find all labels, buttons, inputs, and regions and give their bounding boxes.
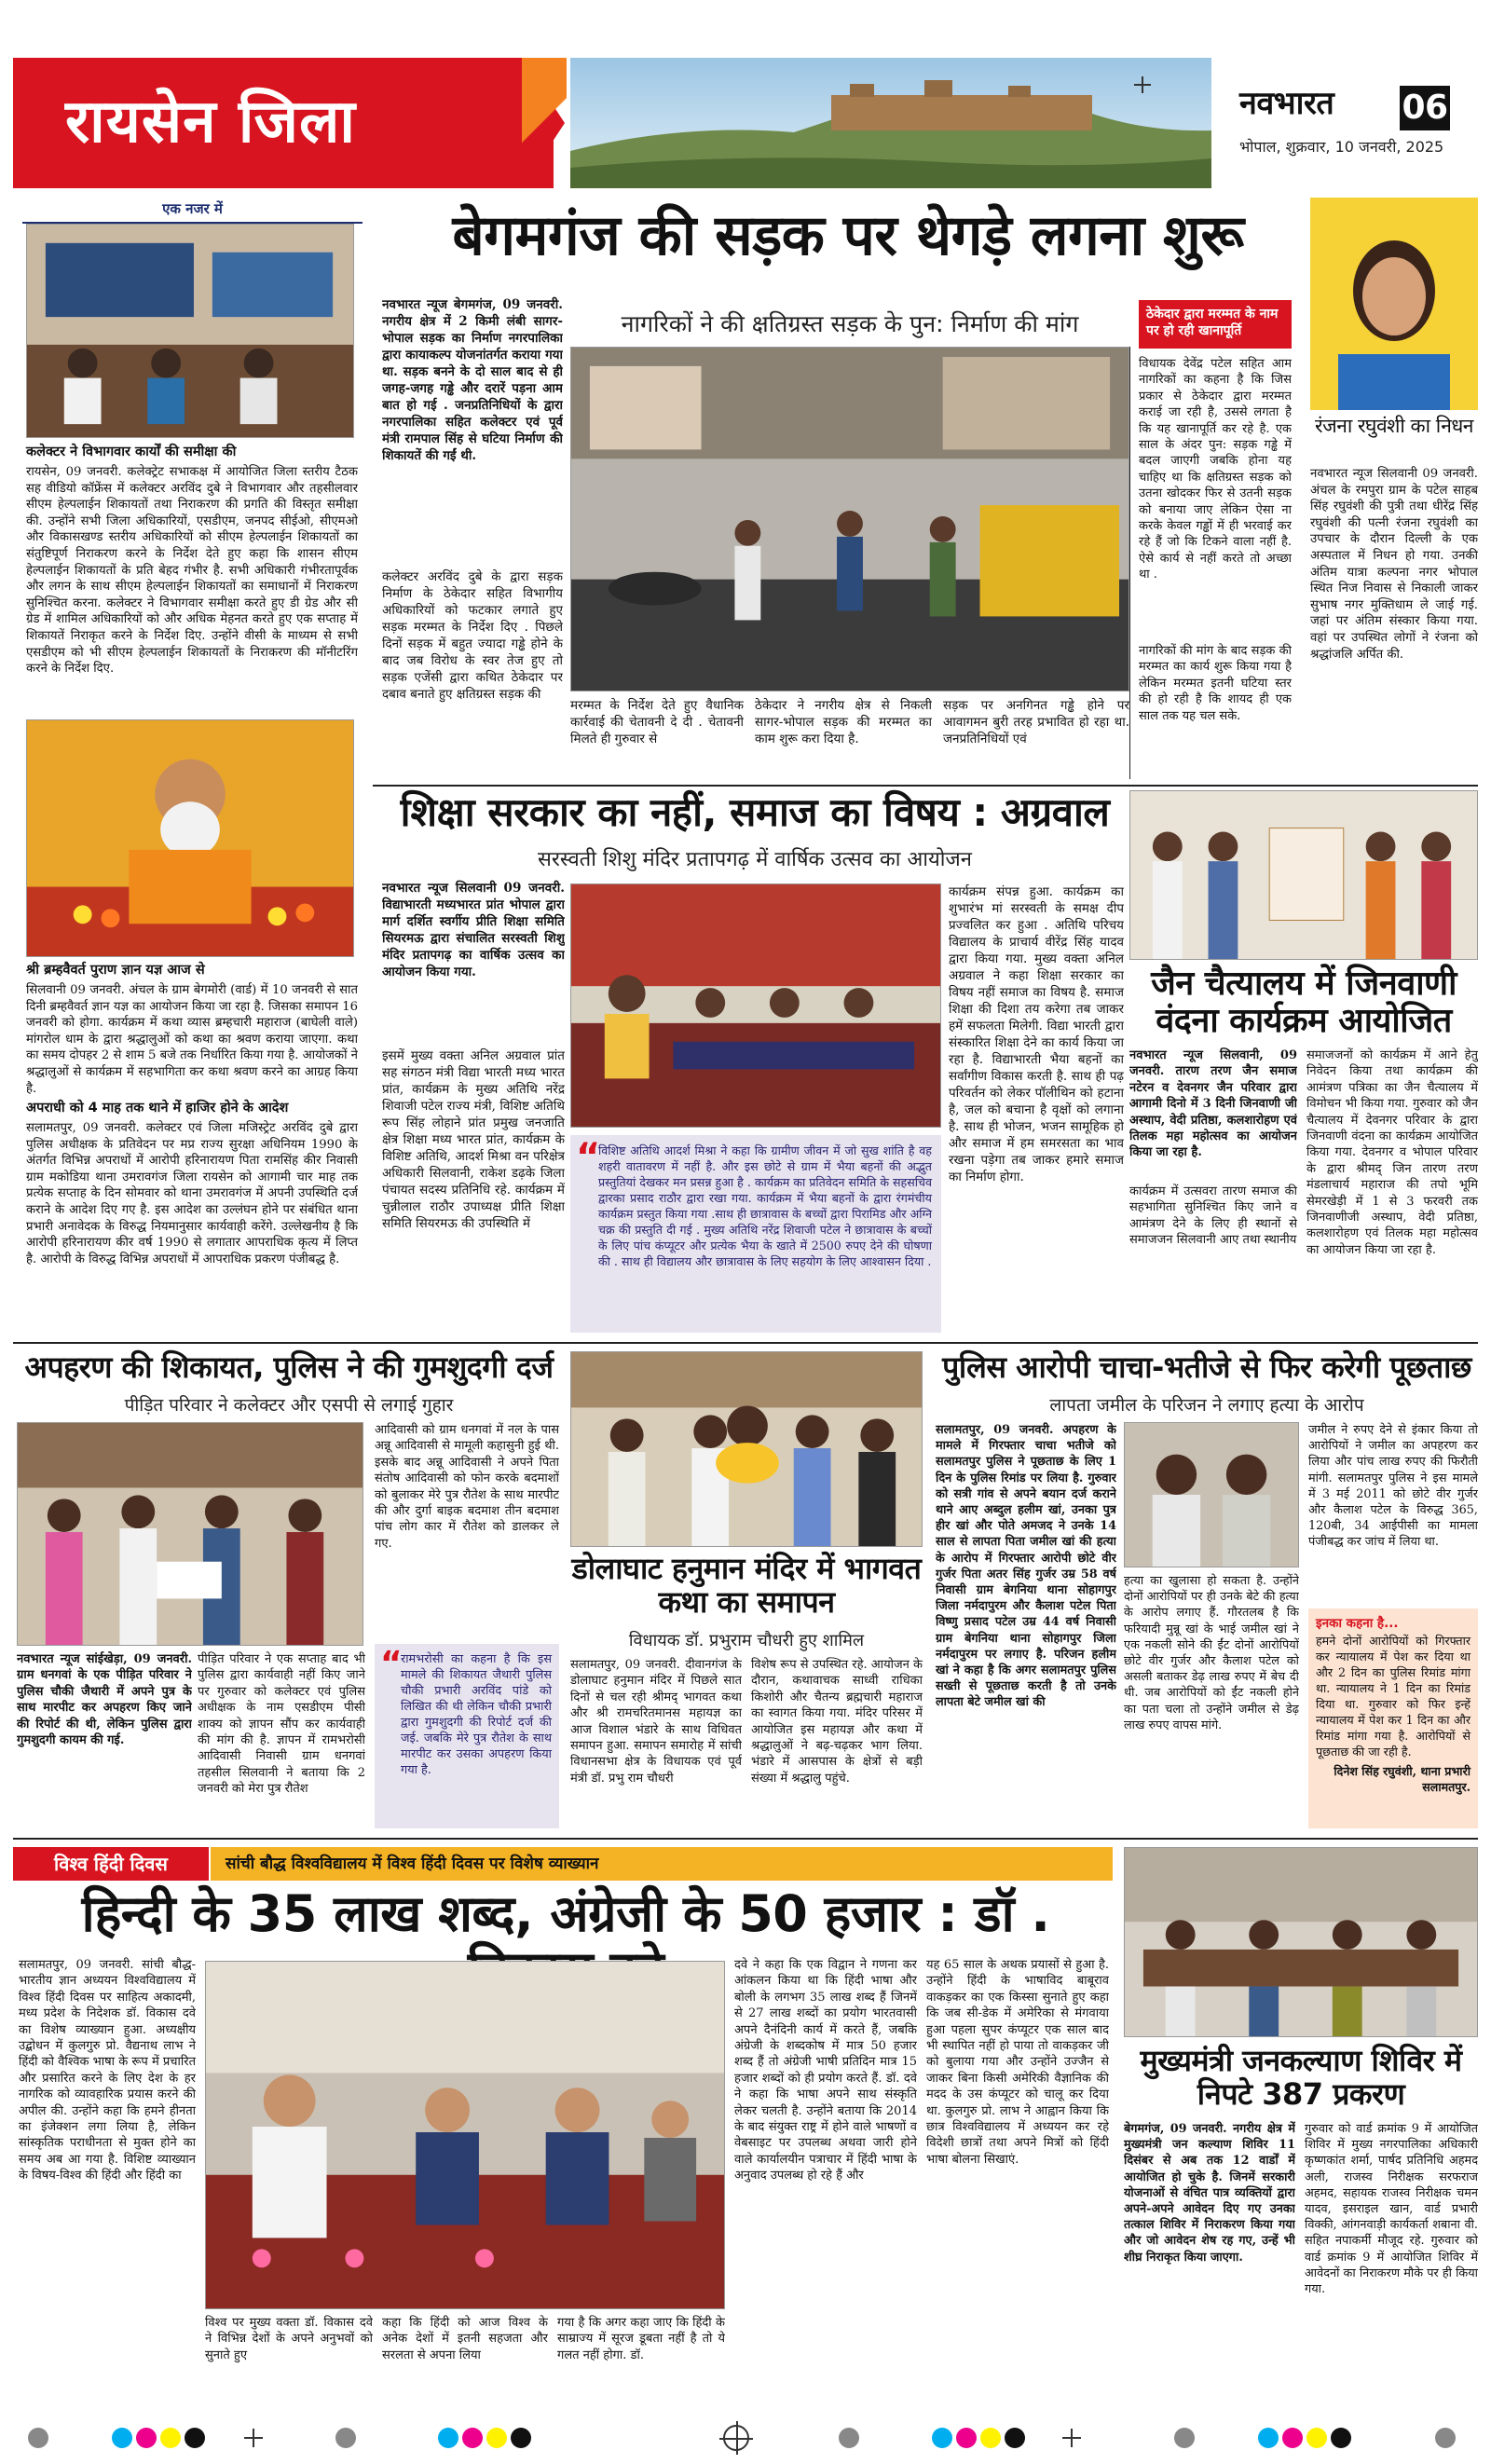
dolaghat-headline: डोलाघाट हनुमान मंदिर में भागवत कथा का समापन [571,1551,922,1620]
registration-dot-icon [1306,2428,1327,2448]
registration-dot-icon [839,2428,859,2448]
jain-intro: नवभारत न्यूज सिलवानी, 09 जनवरी. तारण तरण जैन समाज नटेरन व देवनगर जैन परिवार द्वारा आगामी दिनो में 3 दिनी जिनवाणी जी अस्थाप, वेदी प्रतिष्ठा, कलशारोहण एवं तिलक महा महोत्सव का आयोजन किया जा रहा है. [1129,1048,1297,1160]
section-rule-3 [13,1838,1478,1840]
police-subhead: लापता जमील के परिजन ने लगाए हत्या के आरोप [1049,1395,1364,1416]
masthead-orange-wedge [522,58,567,188]
jain-headline: जैन चैत्यालय में जिनवाणी वंदना कार्यक्रम आयोजित [1151,965,1457,1041]
registration-dot-icon [932,2428,952,2448]
apaharan-subhead: पीड़ित परिवार ने कलेक्टर और एसपी से लगाई गुहार [124,1395,454,1416]
obit-caption: रंजना रघुवंशी का निधन [1315,415,1473,437]
apaharan-quote: रामभरोसी का कहना है कि इस मामले की शिकायत जैथारी पुलिस चौकी प्रभारी अरविंद पांडे को लिखित की थी लेकिन चौकी प्रभारी द्वारा गुमशुदगी की रिपोर्ट दर्ज की जई. जबकि मेरे पुत्र रौतेश के साथ मारपीट कर उसका अपहरण किया गया है. [401,1652,552,1777]
registration-dot-icon [185,2428,205,2448]
cm-camp-headline: मुख्यमंत्री जनकल्याण शिविर में निपटे 387 प्रकरण [1140,2043,1462,2112]
shiksha-quote-box [570,1135,941,1333]
fort-banner-image [570,58,1211,188]
memorandum-photo [17,1422,363,1646]
registration-dot-icon [335,2428,356,2448]
dateline: भोपाल, शुक्रवार, 10 जनवरी, 2025 [1239,138,1444,156]
registration-dot-icon [112,2428,132,2448]
registration-dot-icon [511,2428,531,2448]
registration-dot-icon [1005,2428,1025,2448]
jain-event-photo [1129,790,1478,960]
section-rule-1 [373,785,1478,787]
registration-dot-icon [28,2428,48,2448]
lead-headline: बेगमगंज की सड़क पर थेगड़े लगना शुरू [452,203,1244,268]
shiksha-body2: कार्यक्रम संपन्न हुआ. कार्यक्रम का शुभारंभ मां सरस्वती के समक्ष दीप प्रज्वलित कर हुआ . अतिथि परिचय विद्यालय के प्राचार्य वीरेंद्र सिंह यादव द्वारा किया गया. मुख्य वक्ता अनिल अग्रवाल ने कहा शिक्षा सरकार का विषय नहीं समाज का विषय है. समाज शिक्षा की दिशा तय करेगा तब जाकर हमें सफलता मिलेगी. विद्या भारती द्वारा संस्कारित शिक्षा देने का कार्य किया जा रहा है. विद्याभारती भैया बहनों का सर्वांगीण विकास करती है. साथ ही पढ़ परिवर्तन को लेकर पॉलीथिन को हटाना है, जल को बचाना है वृक्षों को लगाना है. साथ ही भोजन, भजन सामूहिक हो और समाज में हम समरसता का भाव रखना पड़ेगा तब जाकर हमारे समाज का निर्माण होगा. [949,884,1124,1184]
cm-camp-body1: बेगमगंज, 09 जनवरी. नगरीय क्षेत्र में मुख्यमंत्री जन कल्याण शिविर 11 दिसंबर से अब तक 12 वार्डों में आयोजित हो चुके है. जिनमें सरकारी योजनाओं से वंचित पात्र व्यक्तियों द्वारा अपने-अपने आवेदन दिए गए उनका तत्काल शिविर में निराकरण किया गया और जो आवेदन शेष रह गए, उन्हें भी शीघ्र निराकृत किया जाएगा. [1124,2122,1295,2265]
hindi-body6: यह 65 साल के अथक प्रयासों से हुआ है. उन्होंने हिंदी के भाषाविद बाबूराव वाकड़कर का एक किस्सा सुनाते हुए कहा कि जब सी-डेक में अमेरिका से मंगवाया हुआ पहला सुपर कंप्यूटर एक साल बाद भी स्थापित नहीं हो पाया तो वाकड़कर जी को बुलाया गया और उन्होंने उज्जैन से जाकर बिना किसी अमेरिकी वैज्ञानिक की मदद के उस कंप्यूटर को चालू कर दिया था. कुलगुरु प्रो. लाभ ने आह्वान किया कि छात्र विश्वविद्यालय में अध्ययन कर रहे विदेशी छात्रों तथा अपने मित्रों को हिंदी भाषा बोलना सिखाएं. [926,1958,1109,2167]
registration-dot-icon [438,2428,458,2448]
lead-badge: ठेकेदार द्वारा मरम्मत के नाम पर हो रही खानापूर्ति [1139,300,1292,349]
hindi-kicker: सांची बौद्ध विश्वविद्यालय में विश्व हिंदी दिवस पर विशेष व्याख्यान [211,1847,1113,1881]
hindi-body5: दवे ने कहा कि एक विद्वान ने गणना कर आंकलन किया था कि हिंदी भाषा और बोली के लगभग 35 लाख शब्द हैं जिनमें से 27 लाख शब्दों का प्रयोग भारतवासी अपने दैनंदिनी कार्य में करते हैं, जबकि अंग्रेजी के शब्दकोष में मात्र 50 हजार शब्द हैं तो अंग्रेजी भाषी प्रतिदिन मात्र 15 हजार शब्दों को ही प्रयोग करते हैं. डॉ. दवे ने कहा कि भाषा अपने साथ संस्कृति लेकर चलती है. उन्होंने बताया कि 2014 के बाद संयुक्त राष्ट्र में होने वाले भाषणों व वेबसाइट पर उपलब्ध अथवा जारी होने वाले कार्यालयीन पत्राचार में हिंदी भाषा के अनुवाद उपलब्ध हो रहे हैं और [734,1958,917,2183]
lead-body6: नागरिकों की मांग के बाद सड़क की मरम्मत का कार्य शुरू किया गया है लेकिन मरम्मत इतनी घटिया स्तर की हो रही है कि शायद ही एक साल तक यह चल सके. [1139,644,1292,723]
registration-dot-icon [980,2428,1001,2448]
lead-body3: ठेकेदार ने नगरीय क्षेत्र से निकली सागर-भोपाल सड़क की मरम्मत का काम शुरू करा दिया है. [755,698,932,746]
dolaghat-body1: सलामतपुर, 09 जनवरी. दीवानगंज के डोलाघाट हनुमान मंदिर में पिछले सात दिनों से चल रही श्रीमद् भागवत कथा और श्री रामचरितमानस महायज्ञ का आज विशाल भंडारे के साथ विधिवत समापन हुआ. समापन समारोह में सांची विधानसभा क्षेत्र के विधायक एवं पूर्व मंत्री डॉ. प्रभु राम चौधरी [570,1658,742,1786]
registration-dot-icon [462,2428,483,2448]
collector-meeting-photo [26,224,354,438]
lead-intro: नवभारत न्यूज बेगमगंज, 09 जनवरी. नगरीय क्षेत्र में 2 किमी लंबी सागर-भोपाल सड़क का निर्माण नगरपालिका द्वारा कायाकल्प योजनांतर्गत कराया गया था. सड़क बनने के दो साल बाद से ही जगह-जगह गड्ढे और दरारें पड़ना आम बात हो गई . जनप्रतिनिधियों के द्वारा नगरपालिका सहित कलेक्टर एवं पूर्व मंत्री रामपाल सिंह से घटिया निर्माण की शिकायतें की गईं थी. [382,297,563,463]
lead-body1: कलेक्टर अरविंद दुबे के द्वारा सड़क निर्माण के ठेकेदार सहित विभागीय अधिकारियों को फटकार लगाते हुए सड़क मरम्मत के निर्देश दिए . पिछले दिनों सड़क में बहुत ज्यादा गड्ढे होने के बाद जब विरोध के स्वर तेज हुए तो सड़क एजेंसी द्वारा कथित ठेकेदार पर दबाव बनाते हुए क्षतिग्रस्त सड़क की [382,569,563,702]
accused-photo [1124,1422,1299,1567]
shiksha-subhead: सरस्वती शिशु मंदिर प्रतापगढ़ में वार्षिक उत्सव का आयोजन [538,848,972,871]
shiksha-stage-photo [570,883,941,1128]
registration-dot-icon [1282,2428,1303,2448]
lead-body5: विधायक देवेंद्र पटेल सहित आम नागरिकों का कहना है कि जिस प्रकार से ठेकेदार द्वारा मरम्मत कराई जा रही है, उससे लगता है कि यह खानापूर्ति कर रहे है. एक साल के अंदर पुन: सड़क गड्ढे में बदल जाएगी जबकि होना यह चाहिए था कि क्षतिग्रस्त सड़क को उतना खोदकर फिर से उतनी सड़क को बनाया जाए लेकिन ऐसा ना करके केवल गड्ढों में ही भरवाई कर रहे हैं जो कि टिकने वाला नहीं है. ऐसे कार्य से नहीं करते तो अच्छा था . [1139,357,1292,582]
registration-dot-icon [486,2428,507,2448]
crosshair-mark [244,2429,263,2447]
police-body2: हत्या का खुलासा हो सकता है. उन्होंने दोनों आरोपियों पर ही उनके बेटे की हत्या के आरोप लगाए हैं. गौरतलब है कि फरियादी मुन्नू खां के भाई जमील खां ने एक नकली सोने की ईंट दोनों आरोपियों छोटे वीर गुर्जर और कैलाश पटेल को असली बताकर डेढ़ लाख रुपए में बेच दी थी. जब आरोपियों को ईंट नकली होने का पता चला तो उन्होंने जमील से डेढ़ लाख रुपए वापस मांगे. [1124,1574,1299,1732]
shiksha-headline: शिक्षा सरकार का नहीं, समाज का विषय : अग्रवाल [400,789,1110,835]
lead-subhead: नागरिकों ने की क्षतिग्रस्त सड़क के पुन: निर्माण की मांग [621,310,1079,337]
shiksha-body1: इसमें मुख्य वक्ता अनिल अग्रवाल प्रांत सह संगठन मंत्री विद्या भारती मध्य भारत प्रांत, कार्यक्रम के मुख्य अतिथि नरेंद्र शिवाजी पटेल राज्य मंत्री, विशिष्ट अतिथि रूप सिंह लोहाने प्रांत प्रमुख जनजाति क्षेत्र शिक्षा मध्य भारत प्रांत, कार्यक्रम के विशिष्ट अतिथि, आदर्श मिश्रा वन परिक्षेत्र अधिकारी सिलवानी, राकेश डढ़के जिला पंचायत सदस्य प्रतिनिधि रहे. कार्यक्रम में चुन्नीलाल राठौर उपाध्यक्ष प्रीति शिक्षा समिति सियरमऊ की उपस्थिति में [382,1048,565,1231]
lead-body4: सड़क पर अनगिनत गड्ढे होने पर आवागमन बुरी तरह प्रभावित हो रहा था. जनप्रतिनिधियों एवं [943,698,1129,746]
jain-body1: कार्यक्रम में उत्सवरा तारण समाज की सहभागिता सुनिश्चित किए जाने व आमंत्रण देने के लिए ही स्थानों से समाजजन सिलवानी आए तथा स्थानीय [1129,1184,1297,1248]
police-quote-title: इनका कहना है... [1316,1616,1399,1631]
registration-dot-icon [956,2428,977,2448]
shiksha-intro: नवभारत न्यूज सिलवानी 09 जनवरी. विद्याभारती मध्यभारत प्रांत भोपाल द्वारा मार्ग दर्शित स्वर्गीय प्रीति शिक्षा समिति सियरमऊ द्वारा संचालित सरस्वती शिशु मंदिर प्रतापगढ़ का वार्षिक उत्सव का आयोजन किया गया. [382,881,565,979]
apaharan-quote-box [375,1644,559,1828]
brief1-body: रायसेन, 09 जनवरी. कलेक्ट्रेट सभाकक्ष में आयोजित जिला स्तरीय टैठक सह वीडियो कॉफ्रेंस में कलेक्टर अरविंद दुबे ने विभागवार और तहसीलवार सीएम हेल्पलाईन शिकायतों तथा निराकरण की प्रगति की विस्तृत समीक्षा की. उन्होंने सभी जिला अधिकारियों, एसडीएम, जनपद सीईओ, सीएमओ और विकासखण्ड स्तरीय अधिकारियों को सीएम हेल्पलाईन शिकायतों का संतुष्टिपूर्ण निराकरण करने के निर्देश देते हुए कहा कि शासन सीएम हेल्पलाईन शिकायतों के प्रति बेहद गंभीर है. सभी अधिकारी गंभीरतापूर्वक और लगन के साथ सीएम हेल्पलाईन शिकायतों का समाधानों में निराकरण सुनिश्चित करना. कलेक्टर ने विभागवार समीक्षा करते हुए डी ग्रेड और सी ग्रेड में शामिल अधिकारियों को और अधिक मेहनत करते हुए एक सप्ताह में शिकायतें निराकृत करने के निर्देश दिए. उन्होंने वीसी के माध्यम से सभी एसडीएम को भी सीएम हेल्पलाईन शिकायतों के निराकरण की मॉनीटरिंग करने के निर्देश दिए. [26,465,358,677]
ranjana-portrait [1310,198,1478,410]
police-body3: जमील ने रुपए देने से इंकार किया तो आरोपियों ने जमील का अपहरण कर लिया और पांच लाख रुपए की फिरौती मांगी. सलामतपुर पुलिस ने इस मामले में 3 मई 2011 को छोटे वीर गुर्जर और कैलाश पटेल के विरुद्ध 365, 120बी, 34 आईपीसी का मामला पंजीबद्ध कर जांच में लिया था. [1308,1423,1478,1550]
lead-divider [1129,347,1130,779]
target-mark [723,2425,749,2451]
police-quote: हमने दोनों आरोपियों को गिरफ्तार कर न्यायालय में पेश कर दिया था और 2 दिन का पुलिस रिमांड मांगा था. न्यायालय ने 1 दिन का रिमांड दिया था. गुरुवार को फिर इन्हें न्यायालय में पेश कर 1 दिन का और रिमांड मांगा गया है. आरोपियों से पूछताछ की जा रही है. [1316,1634,1470,1759]
registration-dot-icon [160,2428,181,2448]
shiksha-quote: विशिष्ट अतिथि आदर्श मिश्रा ने कहा कि ग्रामीण जीवन में जो सुख शांति है वह शहरी वातावरण में नहीं है. और इस छोटे से ग्राम में भैया बहनों की अद्भुत प्रस्तुतियां देखकर मन प्रसन्न हुआ है . कार्यक्रम का प्रतिवेदन समिति के सहसचिव द्वारका प्रसाद राठौर द्वारा रखा गया. कार्यक्रम में भैया बहनों के द्वारा रंगमंचीय कार्यक्रम प्रस्तुत किया गया .साथ ही छात्रावास के बच्चों द्वारा पिरामिड और अग्नि चक्र की प्रस्तुति दी गई . मुख्य अतिथि नरेंद्र शिवाजी पटेल ने छात्रावास के बच्चों के लिए पांच कंप्यूटर और प्रत्येक भैया के खाते में 2500 रुपए देने की घोषणा की . साथ ही विद्यालय और छात्रावास के लिए सहयोग के लिए आश्वासन दिया . [598,1143,932,1268]
page-number: 06 [1400,86,1450,130]
hindi-lecture-photo [205,1961,725,2309]
ek-nazar-label: एक नजर में [22,196,362,224]
hindi-tag: विश्व हिंदी दिवस [13,1847,209,1881]
cm-camp-body2: गुरुवार को वार्ड क्रमांक 9 में आयोजित शिविर में मुख्य नगरपालिका अधिकारी कृष्णकांत शर्मा, पार्षद प्रतिनिधि अहमद अली, राजस्व निरीक्षक सरफराज अहमद, सहायक राजस्व निरीक्षक चमन यादव, इसराइल खान, वार्ड प्रभारी विक्की, आंगनवाड़ी कार्यकर्ता शबाना वी. सहित नपाकर्मी मौजूद रहे. गुरुवार को वार्ड क्रमांक 9 में आयोजित शिविर में आवेदनों का निराकरण मौके पर ही किया गया. [1305,2122,1478,2297]
hindi-body2: विश्व पर मुख्य वक्ता डॉ. विकास दवे ने विभिन्न देशों के अपने अनुभवों को सुनाते हुए [205,2316,373,2362]
police-headline: पुलिस आरोपी चाचा-भतीजे से फिर करेगी पूछताछ [942,1349,1471,1385]
hindi-body3: कहा कि हिंदी को आज विश्व के अनेक देशों में इतनी सहजता और सरलता से अपना लिया [382,2316,548,2362]
brief2-caption: श्री ब्रम्हवैवर्त पुराण ज्ञान यज्ञ आज से [26,963,205,978]
crosshair-mark [1062,2429,1081,2447]
registration-strip [0,2419,1491,2457]
hindi-headline: हिन्दी के 35 लाख शब्द, अंग्रेजी के 50 हजार : डॉ . [81,1884,1050,1943]
brief2-body: सिलवानी 09 जनवरी. अंचल के ग्राम बेगमोरी (वार्ड) में 10 जनवरी से सात दिनी ब्रम्हवैवर्त ज्ञान यज्ञ का आयोजन किया जा रहा है. जिसका समापन 16 जनवरी को होगा. कार्यक्रम में कथा व्यास ब्रम्हचारी महाराज (बाघेली वाले) मांगरोल धाम के द्वारा श्रद्धालुओं को कथा का श्रवण कराया जाएगा. कथा का समय दोपहर 2 से शाम 5 बजे तक निर्धारित किया गया है. आयोजकों ने श्रद्धालुओं से कार्यक्रम में सहभागिता कर कथा श्रवण करने का आग्रह किया है. [26,983,358,1096]
section-title: रायसेन जिला [65,88,356,157]
apaharan-body1: पीड़ित परिवार ने एक सप्ताह बाद भी पुलिस द्वारा कार्यवाही नहीं किए जाने पर गुरुवार को कलेक्टर एवं पुलिस अधीक्षक के नाम एसडीएम पीसी शाक्य को ज्ञापन सौंप कर कार्यवाही की मांग की है. ज्ञापन में रामभरोसी आदिवासी निवासी ग्राम धनगवां तहसील सिलवानी ने बताया कि 2 जनवरी को मेरा पुत्र रौतेश [198,1652,365,1797]
registration-dot-icon [1258,2428,1279,2448]
apaharan-body2: आदिवासी को ग्राम धनगवां में नल के पास अन्नू आदिवासी से मामूली कहासुनी हुई थी. इसके बाद अन्नू आदिवासी ने अपने पिता संतोष आदिवासी को फोन करके बदमाशों को बुलाकर मेरे पुत्र रौतेश के साथ मारपीट की और दुर्गा बाइक बदमाश तीन बदमाश पांच लोग कार में रौतेश को डालकर ले गए. [375,1423,559,1551]
quote-mark-icon: “ [576,1136,600,1179]
hindi-body4: गया है कि अगर कहा जाए कि हिंदी के साम्राज्य में सूरज डूबता नहीं है तो ये गलत नहीं होगा. डॉ. [557,2316,725,2362]
police-quote-sig: दिनेश सिंह रघुवंशी, थाना प्रभारी सलामतपुर. [1334,1764,1470,1794]
paper-logo: नवभारत [1239,85,1334,122]
lead-body2: मरम्मत के निर्देश देते हुए वैधानिक कार्रवाई की चेतावनी दे दी . चेतावनी मिलते ही गुरुवार से [570,698,744,746]
dolaghat-photo [570,1351,923,1547]
crosshair-mark [1134,76,1151,93]
section-rule-2 [13,1342,1478,1344]
obit-body: नवभारत न्यूज सिलवानी 09 जनवरी. अंचल के रमपुरा ग्राम के पटेल साहब सिंह रघुवंशी की पुत्री तथा धीरेंद्र सिंह रघुवंशी की पत्नी रंजना रघुवंशी का उपचार के दौरान दिल्ली के एक अस्पताल में निधन हो गया. उनकी अंतिम यात्रा कल्पना नगर भोपाल स्थित निज निवास से निकाली जाकर सुभाष नगर मुक्तिधाम ले जाई गई. जहां पर अंतिम संस्कार किया गया. वहां पर उपस्थित लोगों ने रंजना को श्रद्धांजलि अर्पित की. [1310,467,1478,662]
brief3-body: सलामतपुर, 09 जनवरी. कलेक्टर एवं जिला मजिस्ट्रेट अरविंद दुबे द्वारा पुलिस अधीक्षक के प्रतिवेदन पर मप्र राज्य सुरक्षा अधिनियम 1990 के अंतर्गत विभिन्न अपराधों में आरोपी हरिनारायण पिता रामसिंह कीर निवासी ग्राम मकोडिया थाना उमरावगंज जिला रायसेन को आगामी चार माह तक प्रत्येक सप्ताह के दिन सोमवार को थाना उमरावगंज में अपनी उपस्थिति दर्ज कराने के आदेश दिए गए है. इस आदेश का उल्लंघन होने पर संबंधित थाना प्रभारी अनावेदक के विरुद्ध नियमानुसार कार्यवाही करेंगे. उल्लेखनीय है कि आरोपी हरिनारायण कीर वर्ष 1990 से लगातार आपराधिक कृत्य में लिप्त है. आरोपी के विरुद्ध विभिन्न अपराधों में आपराधिक प्रकरण पंजीबद्ध है. [26,1121,358,1266]
jain-body2: समाजजनों को कार्यक्रम में आने हेतु निवेदन किया तथा कार्यक्रम की आमंत्रण पत्रिका का जैन चैत्यालय में विमोचन भी किया गया. गुरुवार को जैन चैत्यालय में देवनगर परिवार के द्वारा जिनवाणी वंदना का कार्यक्रम आयोजित किया गया. देवनगर व भोपाल परिवार के द्वारा श्रीमद् जिन तारण तरण मंडलाचार्य महाराज की तपो भूमि सेमरखेड़ी में 1 से 3 फरवरी तक जिनवाणीजी अस्थाप, वेदी प्रतिष्ठा, कलशारोहण एवं तिलक महा महोत्सव का आयोजन किया जा रहा है. [1306,1048,1478,1257]
registration-dot-icon [136,2428,157,2448]
police-quote-box [1308,1608,1478,1828]
road-repair-photo [570,347,1129,691]
registration-dot-icon [1435,2428,1456,2448]
dolaghat-subhead: विधायक डॉ. प्रभुराम चौधरी हुए शामिल [628,1631,865,1650]
brief3-caption: अपराधी को 4 माह तक थाने में हाजिर होने के आदेश [26,1101,289,1116]
dolaghat-body2: विशेष रूप से उपस्थित रहे. आयोजन के दौरान, कथावाचक साध्वी राधिका किशोरी और चैतन्य ब्रह्मचारी महाराज का स्वागत किया गया. मंदिर परिसर में आयोजित इस महायज्ञ और कथा में श्रद्धालुओं ने बढ़-चढ़कर भाग लिया. भंडारे में आसपास के क्षेत्रों से बड़ी संख्या में श्रद्धालु पहुंचे. [751,1658,923,1786]
saint-photo [26,719,354,957]
quote-mark-icon: “ [380,1645,403,1683]
police-body1: सलामतपुर, 09 जनवरी. अपहरण के मामले में गिरफ्तार चाचा भतीजे को सलामतपुर पुलिस ने पूछताछ के लिए 1 दिन के पुलिस रिमांड पर लिया है. गुरुवार को सत्री गांव से अपने बयान दर्ज कराने थाने आए अब्दुल हलीम खां, उनका पुत्र हीर खां और पोते अमजद ने उनके 14 साल से लापता पिता जमील खां की हत्या के आरोप में गिरफ्तार आरोपी छोटे वीर गुर्जर पिता अतर सिंह गुर्जर उम्र 58 वर्ष निवासी ग्राम बेगनिया थाना सोहागपुर जिला नर्मदापुरम और कैलाश पटेल पिता विष्णु प्रसाद पटेल उम्र 44 वर्ष निवासी ग्राम बेगनिया थाना सोहागपुर जिला नर्मदापुरम पर लगाए है. परिजन हलीम खां ने कहा है कि अगर सलामतपुर पुलिस सख्ती से पूछताछ करती है तो उनके लापता बेटे जमील खां की [936,1423,1116,1710]
cm-camp-photo [1124,1847,1478,2037]
apaharan-intro: नवभारत न्यूज सांईखेड़ा, 09 जनवरी. ग्राम धनगवां के एक पीड़ित परिवार ने पुलिस चौकी जैथारी में अपने पुत्र के साथ मारपीट कर अपहरण किए जाने की रिपोर्ट की थी, लेकिन पुलिस द्वारा गुमशुदगी कायम की गई. [17,1652,192,1748]
registration-dot-icon [1331,2428,1351,2448]
brief1-caption: कलेक्टर ने विभागवार कार्यों की समीक्षा की [26,445,237,459]
hindi-body1: सलामतपुर, 09 जनवरी. सांची बौद्ध-भारतीय ज्ञान अध्ययन विश्वविद्यालय में विश्व हिंदी दिवस पर साहित्य अकादमी, मध्य प्रदेश के निदेशक डॉ. विकास दवे का विशेष व्याख्यान हुआ. अध्यक्षीय उद्बोधन में कुलगुरु प्रो. वैद्यनाथ लाभ ने हिंदी को वैश्विक भाषा के रूप में प्रचारित और प्रसारित करने के लिए देश के हर नागरिक को व्यावहारिक प्रयास करने की अपील की. उन्होंने कहा कि हमने हीनता का इंजेक्शन लगा लिया है, लेकिन सांस्कृतिक पराधीनता से मुक्त होने का समय अब आ गया है. विशिष्ट व्याख्यान के विषय-विश्व की हिंदी और हिंदी का [19,1958,196,2183]
apaharan-headline: अपहरण की शिकायत, पुलिस ने की गुमशुदगी दर्ज [24,1349,554,1385]
registration-dot-icon [1174,2428,1195,2448]
